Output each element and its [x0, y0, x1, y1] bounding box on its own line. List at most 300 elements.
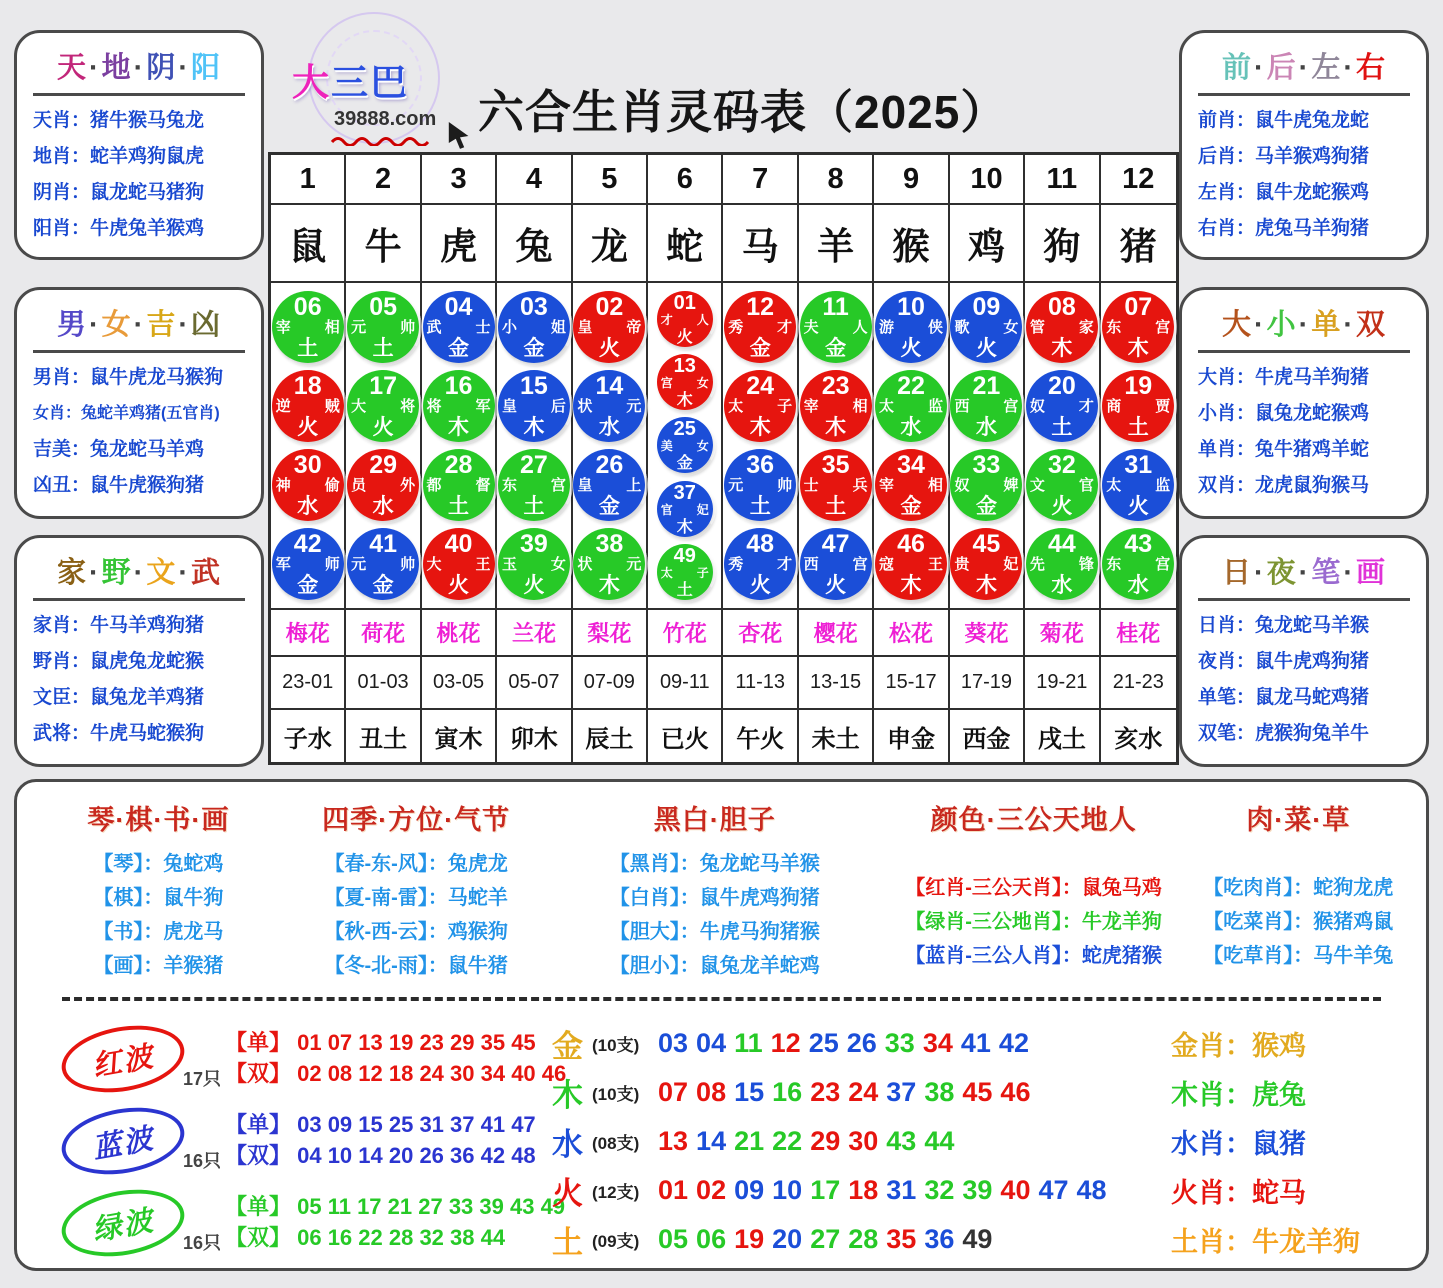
- element-number: 13: [658, 1126, 689, 1156]
- ball-number: 13: [673, 355, 696, 378]
- ball-title-right: 人: [852, 319, 868, 336]
- branch-cell: 戌土: [1025, 710, 1100, 762]
- col-number-5: 5: [573, 155, 648, 205]
- info-box-3: [1179, 30, 1429, 260]
- info-row: 野肖：鼠虎兔龙蛇猴: [33, 651, 205, 672]
- ball-title-left: 逆: [275, 398, 291, 415]
- ball-title-right: 人: [696, 313, 709, 328]
- section-1: [274, 798, 559, 983]
- animal-cell: 猴: [874, 205, 949, 283]
- ball-element: 木: [448, 416, 470, 439]
- ball-element: 土: [297, 337, 319, 360]
- ball-column: [799, 283, 874, 610]
- time-cell: 05-07: [497, 657, 572, 710]
- ball-title-right: 元: [626, 556, 642, 573]
- branch-cell: 申金: [874, 710, 949, 762]
- ball-column: [1101, 283, 1176, 610]
- ball-title-right: 婢: [1003, 477, 1019, 494]
- section-row: 【吃肉肖】：蛇狗龙虎: [1203, 877, 1394, 899]
- element-count: (10支): [592, 1036, 640, 1055]
- ball-title-left: 东: [1106, 556, 1122, 573]
- ball-element: 水: [1051, 574, 1073, 597]
- ball-element: 火: [749, 574, 771, 597]
- ball-number: 30: [293, 451, 322, 479]
- legend-area: [17, 1001, 1426, 1264]
- ball-42: [272, 528, 344, 600]
- ball-title-right: 帅: [400, 556, 416, 573]
- ball-number: 32: [1047, 451, 1076, 479]
- ball-title-right: 督: [475, 477, 491, 494]
- time-cell: 21-23: [1101, 657, 1176, 710]
- ball-title-left: 太: [1106, 477, 1122, 494]
- info-row: 大肖：牛虎马羊狗猪: [1198, 367, 1370, 388]
- ball-title-left: 状: [577, 556, 593, 573]
- ball-title-left: 神: [275, 477, 291, 494]
- element-number: 27: [810, 1224, 841, 1254]
- ball-title-right: 才: [777, 319, 793, 336]
- section-row: 【画】：羊猴猪: [93, 955, 224, 977]
- wave-line: 【单】 05 11 17 21 27 33 39 43 49: [225, 1194, 566, 1219]
- title-char: 阴: [146, 52, 177, 84]
- element-number: 46: [1000, 1077, 1031, 1107]
- ball-title-right: 官: [1078, 477, 1094, 494]
- ball-number: 35: [821, 451, 850, 479]
- time-cell: 09-11: [648, 657, 723, 710]
- ball-number: 36: [746, 451, 775, 479]
- element-number: 02: [696, 1175, 727, 1205]
- col-number-2: 2: [346, 155, 421, 205]
- ball-element: 金: [900, 495, 922, 518]
- element-number: 18: [848, 1175, 879, 1205]
- ball-title-left: 宰: [275, 319, 291, 336]
- element-number: 22: [772, 1126, 803, 1156]
- wave-name: 绿波: [90, 1204, 157, 1247]
- ball-26: [573, 449, 645, 521]
- info-box-0: [14, 30, 264, 260]
- col-number-4: 4: [497, 155, 572, 205]
- ball-title-right: 宫: [1155, 319, 1171, 336]
- wave-badge: [57, 1183, 225, 1261]
- title-dot: ·: [178, 309, 190, 341]
- branch-cell: 西金: [950, 710, 1025, 762]
- ball-number: 03: [520, 293, 548, 321]
- ball-element: 土: [1051, 416, 1073, 439]
- wave-badge: [57, 1101, 225, 1179]
- logo-url[interactable]: 39888.com: [334, 108, 437, 130]
- bottom-panel: [14, 779, 1429, 1271]
- element-row: [552, 1215, 1137, 1264]
- ball-number: 01: [673, 292, 696, 315]
- waves-legend: [57, 1017, 567, 1264]
- ball-element: 金: [825, 337, 847, 360]
- section-row: 【棋】：鼠牛狗: [93, 887, 224, 909]
- ball-title-left: 夫: [803, 319, 819, 336]
- wave-lines: [225, 1191, 565, 1253]
- wavy-underline-icon: [330, 134, 440, 146]
- title-char: 吉: [146, 309, 177, 341]
- col-number-3: 3: [422, 155, 497, 205]
- ball-title-left: 游: [879, 319, 895, 336]
- ball-element: 木: [523, 416, 545, 439]
- title-dot: ·: [88, 52, 100, 84]
- ball-title-right: 外: [400, 477, 416, 494]
- ball-element: 木: [1051, 337, 1073, 360]
- flower-cell: 菊花: [1025, 610, 1100, 657]
- flower-cell: 樱花: [799, 610, 874, 657]
- flower-cell: 葵花: [950, 610, 1025, 657]
- col-number-6: 6: [648, 155, 723, 205]
- element-zodiac-legend: [1137, 1017, 1416, 1264]
- ball-title-right: 监: [928, 398, 944, 415]
- ball-number: 44: [1047, 530, 1076, 558]
- title-char: 夜: [1266, 557, 1297, 589]
- animal-cell: 狗: [1025, 205, 1100, 283]
- ball-element: 水: [975, 416, 997, 439]
- wave-line: 【双】 04 10 14 20 26 36 42 48: [225, 1143, 536, 1168]
- ball-number: 17: [369, 372, 398, 400]
- info-box-4: [1179, 287, 1429, 519]
- section-row: 【黑肖】：兔龙蛇马羊猴: [609, 853, 820, 875]
- ball-number: 11: [822, 293, 849, 321]
- animal-cell: 马: [723, 205, 798, 283]
- ball-number: 49: [673, 544, 696, 567]
- wave-lines: [225, 1027, 566, 1089]
- ball-40: [423, 528, 495, 600]
- time-cell: 19-21: [1025, 657, 1100, 710]
- element-count: (12支): [592, 1183, 640, 1202]
- time-cell: 17-19: [950, 657, 1025, 710]
- ball-element: 金: [523, 337, 545, 360]
- ball-number: 33: [972, 451, 1001, 479]
- ball-number: 08: [1047, 293, 1076, 321]
- ball-title-right: 宫: [1155, 556, 1171, 573]
- section-body: [274, 847, 559, 983]
- ball-number: 31: [1124, 451, 1153, 479]
- ball-number: 19: [1124, 372, 1153, 400]
- ball-number: 48: [746, 530, 775, 558]
- title-dot: ·: [1343, 309, 1355, 341]
- title-char: 凶: [191, 309, 222, 341]
- ball-element: 木: [676, 518, 693, 536]
- ball-number: 43: [1124, 530, 1153, 558]
- info-box-1: [14, 287, 264, 519]
- info-row: 男肖：鼠牛虎龙马猴狗: [33, 367, 224, 388]
- ball-07: [1102, 291, 1174, 363]
- ball-element: 金: [448, 337, 470, 360]
- ball-element: 水: [598, 416, 620, 439]
- element-number: 43: [886, 1126, 917, 1156]
- element-number: 24: [848, 1077, 879, 1107]
- element-number: 34: [922, 1028, 953, 1058]
- ball-title-left: 武: [426, 319, 442, 336]
- section-row: 【红肖-三公天肖】：鼠兔马鸡: [905, 877, 1162, 899]
- ball-element: 木: [749, 416, 771, 439]
- page-title: 六合生肖灵码表（2025）: [478, 86, 1008, 138]
- info-row: 双笔：虎猴狗兔羊牛: [1198, 723, 1370, 744]
- section-row: 【春-东-风】：兔虎龙: [324, 853, 508, 875]
- info-row: 双肖：龙虎鼠狗猴马: [1198, 475, 1370, 496]
- title-dot: ·: [1253, 557, 1265, 589]
- ball-number: 25: [673, 418, 696, 441]
- title-char: 女: [101, 309, 132, 341]
- logo-chars: 三巴: [331, 62, 409, 103]
- ball-number: 07: [1124, 293, 1153, 321]
- ball-title-left: 秀: [728, 319, 744, 336]
- ball-number: 22: [897, 372, 925, 400]
- info-row: 单肖：兔牛猪鸡羊蛇: [1198, 439, 1370, 460]
- ball-24: [724, 370, 796, 442]
- wave-count: 16只: [183, 1151, 222, 1171]
- animal-cell: 蛇: [648, 205, 723, 283]
- ball-element: 金: [749, 337, 771, 360]
- ball-title-right: 妃: [1003, 556, 1019, 573]
- wave-badge: [57, 1019, 225, 1097]
- ball-element: 水: [297, 495, 319, 518]
- time-cell: 15-17: [874, 657, 949, 710]
- title-dot: ·: [1298, 557, 1310, 589]
- ball-05: [347, 291, 419, 363]
- element-number: 15: [734, 1077, 765, 1107]
- ball-title-right: 子: [777, 398, 793, 415]
- ball-element: 水: [372, 495, 394, 518]
- flower-cell: 梨花: [573, 610, 648, 657]
- element-number: 03: [658, 1028, 689, 1058]
- ball-25: [657, 417, 713, 473]
- animal-cell: 龙: [573, 205, 648, 283]
- info-row: 天肖：猪牛猴马兔龙: [33, 110, 205, 131]
- section-body: [1196, 871, 1400, 973]
- branch-cell: 丑土: [346, 710, 421, 762]
- title-char: 画: [1356, 557, 1387, 589]
- section-row: 【吃草肖】：马牛羊兔: [1203, 945, 1394, 967]
- animal-cell: 羊: [799, 205, 874, 283]
- ball-element: 金: [676, 455, 693, 473]
- ball-element: 水: [1127, 574, 1149, 597]
- element-name: 金: [552, 1029, 583, 1064]
- ball-34: [875, 449, 947, 521]
- section-body: [43, 847, 274, 983]
- ball-title-right: 女: [550, 556, 566, 573]
- ball-element: 金: [598, 495, 620, 518]
- element-number: 31: [886, 1175, 917, 1205]
- title-underline: [33, 598, 245, 601]
- ball-element: 金: [297, 574, 319, 597]
- branch-cell: 已火: [648, 710, 723, 762]
- ball-15: [498, 370, 570, 442]
- wave-ellipse-icon: [56, 1181, 189, 1266]
- ball-title-left: 员: [351, 477, 367, 494]
- animal-cell: 虎: [422, 205, 497, 283]
- ball-number: 21: [972, 372, 1001, 400]
- info-row: 左肖：鼠牛龙蛇猴鸡: [1198, 182, 1370, 203]
- title-char: 野: [101, 557, 132, 589]
- ball-title-right: 女: [696, 376, 709, 391]
- ball-title-right: 军: [475, 398, 491, 415]
- section-row: 【夏-南-雷】：马蛇羊: [324, 887, 508, 909]
- ball-element: 土: [372, 337, 394, 360]
- element-numbers: [658, 1224, 1000, 1255]
- section-0: [43, 798, 274, 983]
- ball-number: 37: [673, 481, 696, 504]
- element-count: (09支): [592, 1232, 640, 1251]
- section-title: 颜色·三公天地人: [930, 805, 1137, 835]
- title-dot: ·: [1253, 52, 1265, 84]
- ball-48: [724, 528, 796, 600]
- ball-element: 土: [448, 495, 470, 518]
- ball-19: [1102, 370, 1174, 442]
- animal-cell: 鸡: [950, 205, 1025, 283]
- flower-cell: 杏花: [723, 610, 798, 657]
- element-name: 火: [552, 1176, 583, 1211]
- ball-46: [875, 528, 947, 600]
- element-number: 20: [772, 1224, 803, 1254]
- animal-cell: 兔: [497, 205, 572, 283]
- section-row: 【白肖】：鼠牛虎鸡狗猪: [609, 887, 820, 909]
- element-number: 08: [696, 1077, 727, 1107]
- ball-title-left: 将: [426, 398, 442, 415]
- wave-row: [57, 1099, 552, 1181]
- info-box-title: [1182, 290, 1426, 343]
- element-number: 14: [696, 1126, 727, 1156]
- title-dot: ·: [133, 557, 145, 589]
- col-number-7: 7: [723, 155, 798, 205]
- ball-number: 27: [520, 451, 548, 479]
- elements-legend: [552, 1017, 1137, 1264]
- element-number: 11: [734, 1028, 763, 1058]
- title-char: 大: [1221, 309, 1252, 341]
- section-3: [871, 798, 1197, 983]
- site-logo[interactable]: [276, 10, 486, 152]
- flower-cell: 梅花: [271, 610, 346, 657]
- ball-element: 火: [900, 337, 922, 360]
- time-cell: 07-09: [573, 657, 648, 710]
- ball-element: 木: [676, 392, 693, 410]
- flower-cell: 兰花: [497, 610, 572, 657]
- element-number: 32: [924, 1175, 955, 1205]
- section-title: 琴·棋·书·画: [87, 805, 230, 835]
- wave-count: 16只: [183, 1233, 222, 1253]
- element-zodiac-row: 木肖：虎兔: [1171, 1080, 1306, 1110]
- ball-title-right: 宫: [1003, 398, 1019, 415]
- element-number: 30: [848, 1126, 879, 1156]
- flower-cell: 桃花: [422, 610, 497, 657]
- info-row: 地肖：蛇羊鸡狗鼠虎: [33, 146, 205, 167]
- title-dot: ·: [1343, 557, 1355, 589]
- ball-element: 金: [372, 574, 394, 597]
- ball-element: 土: [749, 495, 771, 518]
- ball-title-right: 后: [550, 398, 566, 415]
- element-number: 39: [962, 1175, 993, 1205]
- zodiac-number-table: [268, 152, 1179, 765]
- ball-column: [573, 283, 648, 610]
- ball-title-left: 寇: [879, 556, 895, 573]
- ball-title-left: 东: [501, 477, 517, 494]
- ball-title-right: 相: [852, 398, 868, 415]
- element-row: [552, 1117, 1137, 1166]
- ball-37: [657, 481, 713, 537]
- branch-cell: 未土: [799, 710, 874, 762]
- section-row: 【秋-西-云】：鸡猴狗: [324, 921, 508, 943]
- ball-title-right: 偷: [324, 477, 340, 494]
- ball-title-right: 帝: [626, 319, 642, 336]
- ball-30: [272, 449, 344, 521]
- element-number: 28: [848, 1224, 879, 1254]
- element-number: 26: [846, 1028, 877, 1058]
- ball-title-left: 状: [577, 398, 593, 415]
- ball-title-right: 锋: [1078, 556, 1094, 573]
- section-title: 肉·菜·草: [1246, 805, 1351, 835]
- ball-title-left: 皇: [577, 319, 593, 336]
- info-box-title: [1182, 33, 1426, 86]
- ball-title-left: 文: [1029, 477, 1045, 494]
- ball-title-right: 贼: [324, 398, 340, 415]
- element-number: 07: [658, 1077, 689, 1107]
- ball-title-left: 元: [351, 319, 367, 336]
- ball-element: 火: [676, 329, 693, 347]
- element-name: 土: [552, 1225, 583, 1260]
- ball-title-right: 家: [1078, 319, 1094, 336]
- ball-39: [498, 528, 570, 600]
- title-dot: ·: [1298, 309, 1310, 341]
- info-row: 凶丑：鼠牛虎猴狗猪: [33, 475, 205, 496]
- element-row: [552, 1019, 1137, 1068]
- ball-column: [648, 283, 723, 610]
- ball-number: 18: [293, 372, 322, 400]
- ball-18: [272, 370, 344, 442]
- ball-number: 20: [1047, 372, 1076, 400]
- title-char: 右: [1356, 52, 1387, 84]
- info-row: 吉美：兔龙蛇马羊鸡: [33, 439, 205, 460]
- col-number-9: 9: [874, 155, 949, 205]
- ball-09: [950, 291, 1022, 363]
- element-numbers: [658, 1126, 962, 1157]
- ball-45: [950, 528, 1022, 600]
- ball-47: [800, 528, 872, 600]
- title-char: 地: [101, 52, 132, 84]
- info-row: 后肖：马羊猴鸡狗猪: [1198, 146, 1370, 167]
- ball-number: 04: [444, 293, 473, 321]
- info-row: 家肖：牛马羊鸡狗猪: [33, 615, 205, 636]
- ball-title-left: 奴: [954, 477, 970, 494]
- wave-line: 【单】 03 09 15 25 31 37 41 47: [225, 1112, 536, 1137]
- branch-cell: 亥水: [1114, 725, 1163, 753]
- ball-title-left: 军: [275, 556, 291, 573]
- ball-number: 05: [369, 293, 398, 321]
- ball-35: [800, 449, 872, 521]
- ball-element: 水: [900, 416, 922, 439]
- ball-element: 火: [598, 337, 620, 360]
- ball-title-left: 太: [660, 565, 673, 580]
- ball-44: [1026, 528, 1098, 600]
- element-number: 17: [810, 1175, 841, 1205]
- ball-column: [271, 283, 346, 610]
- ball-title-left: 歌: [954, 319, 970, 336]
- element-numbers: [658, 1175, 1115, 1206]
- ball-28: [423, 449, 495, 521]
- ball-title-right: 女: [1003, 319, 1019, 336]
- element-number: 37: [886, 1077, 917, 1107]
- time-cell: 01-03: [346, 657, 421, 710]
- element-numbers: [658, 1077, 1038, 1108]
- title-dot: ·: [88, 557, 100, 589]
- ball-title-left: 先: [1029, 556, 1045, 573]
- title-dot: ·: [178, 52, 190, 84]
- title-char: 日: [1221, 557, 1252, 589]
- section-2: [559, 798, 871, 983]
- element-row: [552, 1068, 1137, 1117]
- element-number: 23: [810, 1077, 841, 1107]
- ball-title-left: 商: [1106, 398, 1122, 415]
